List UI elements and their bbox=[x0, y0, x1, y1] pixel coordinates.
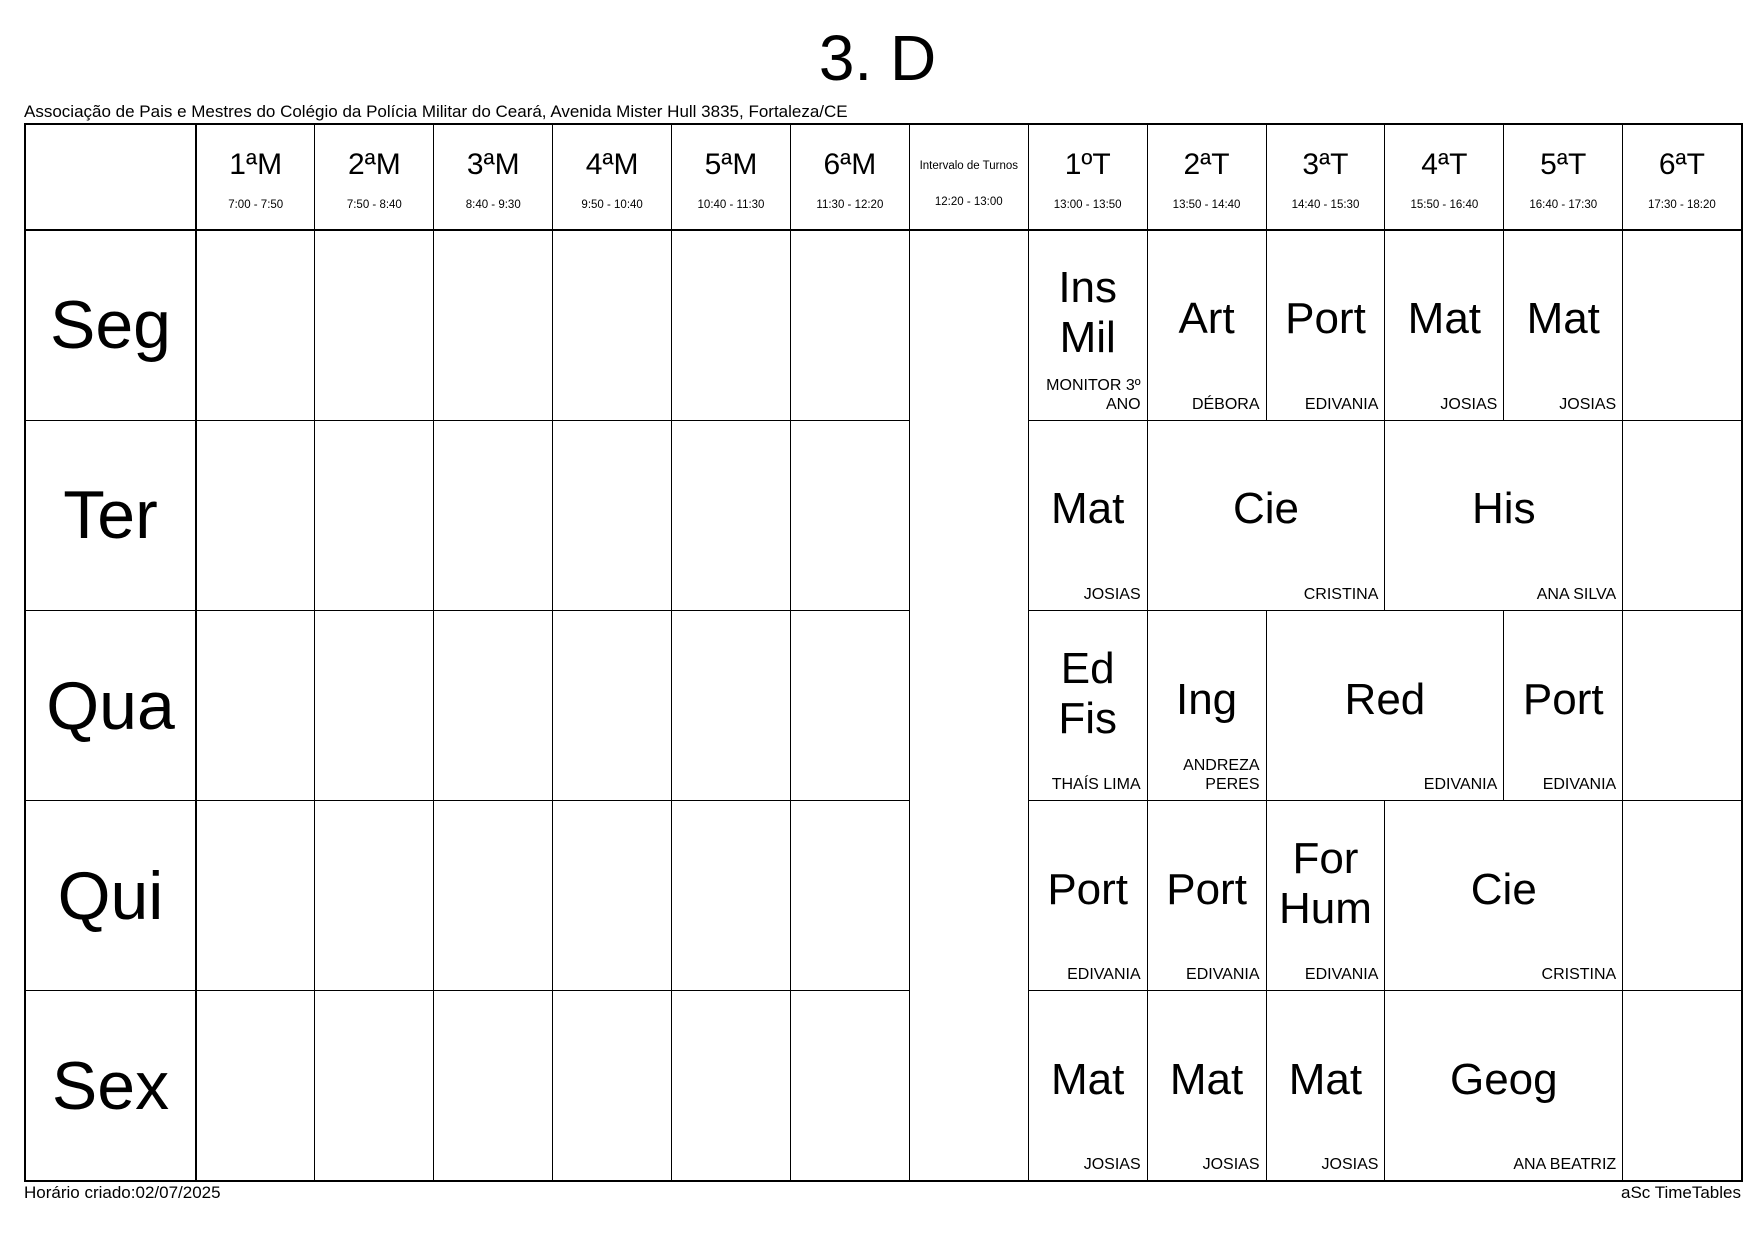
period-name: 6ªT bbox=[1658, 148, 1705, 182]
day-label: Seg bbox=[25, 230, 196, 420]
lesson-subject: Port bbox=[1166, 864, 1247, 914]
period-header bbox=[1385, 124, 1504, 230]
empty-cell bbox=[315, 230, 434, 420]
lesson-cell bbox=[1147, 991, 1266, 1181]
empty-cell bbox=[315, 801, 434, 991]
lesson-cell bbox=[1147, 230, 1266, 420]
empty-cell bbox=[196, 991, 315, 1181]
lesson-cell bbox=[1504, 230, 1623, 420]
lesson-teacher: THAÍS LIMA bbox=[1051, 776, 1141, 794]
empty-cell bbox=[672, 991, 791, 1181]
empty-cell bbox=[434, 610, 553, 800]
empty-cell bbox=[790, 991, 909, 1181]
lesson-teacher: MONITOR 3º ANO bbox=[1046, 376, 1141, 413]
day-row bbox=[25, 230, 1742, 420]
period-name: 1ªM bbox=[229, 148, 283, 182]
lesson-subject: Red bbox=[1344, 674, 1426, 724]
empty-cell bbox=[434, 230, 553, 420]
lesson-cell bbox=[1028, 991, 1147, 1181]
corner-cell bbox=[25, 124, 196, 230]
lesson-subject: Geog bbox=[1449, 1054, 1558, 1104]
empty-cell bbox=[790, 420, 909, 610]
lesson-teacher: ANA SILVA bbox=[1536, 585, 1617, 603]
lesson-teacher: DÉBORA bbox=[1191, 395, 1260, 413]
lesson-cell bbox=[1147, 420, 1385, 610]
lesson-teacher: CRISTINA bbox=[1303, 585, 1379, 603]
empty-cell bbox=[315, 991, 434, 1181]
period-name: 5ªM bbox=[704, 148, 758, 182]
lesson-teacher: CRISTINA bbox=[1541, 966, 1617, 984]
lesson-subject: Mat bbox=[1051, 1054, 1125, 1104]
period-name: 1ºT bbox=[1064, 148, 1111, 182]
period-header bbox=[196, 124, 315, 230]
day-row bbox=[25, 610, 1742, 800]
empty-cell bbox=[672, 230, 791, 420]
period-time: 10:40 - 11:30 bbox=[697, 199, 765, 212]
empty-cell bbox=[315, 610, 434, 800]
empty-cell bbox=[1623, 230, 1742, 420]
lesson-subject: Mat bbox=[1169, 1054, 1244, 1104]
period-header bbox=[315, 124, 434, 230]
lesson-cell bbox=[1147, 801, 1266, 991]
lesson-teacher: JOSIAS bbox=[1321, 1156, 1379, 1173]
empty-cell bbox=[553, 801, 672, 991]
empty-cell bbox=[434, 420, 553, 610]
lesson-teacher: EDIVANIA bbox=[1542, 776, 1617, 794]
day-label: Qui bbox=[25, 801, 196, 991]
period-time: 14:40 - 15:30 bbox=[1291, 199, 1360, 212]
lesson-teacher: ANA BEATRIZ bbox=[1513, 1156, 1617, 1173]
period-name: 2ªT bbox=[1183, 148, 1230, 182]
lesson-teacher: JOSIAS bbox=[1083, 1156, 1141, 1173]
period-name: 5ªT bbox=[1540, 148, 1587, 182]
lesson-cell bbox=[1028, 230, 1147, 420]
period-time: 8:40 - 9:30 bbox=[465, 199, 521, 212]
period-time: 12:20 - 13:00 bbox=[934, 196, 1003, 209]
page-title: 3. D bbox=[818, 22, 937, 94]
period-time: 15:50 - 16:40 bbox=[1410, 199, 1479, 212]
lesson-subject: Ing bbox=[1175, 674, 1238, 724]
lesson-teacher: JOSIAS bbox=[1083, 585, 1141, 603]
period-name: 3ªM bbox=[466, 148, 520, 182]
day-row bbox=[25, 420, 1742, 610]
period-header bbox=[790, 124, 909, 230]
empty-cell bbox=[196, 801, 315, 991]
lesson-teacher: EDIVANIA bbox=[1304, 966, 1379, 984]
lesson-cell bbox=[1028, 801, 1147, 991]
lesson-teacher: EDIVANIA bbox=[1186, 966, 1260, 984]
period-header bbox=[434, 124, 553, 230]
empty-cell bbox=[553, 610, 672, 800]
period-name: 4ªM bbox=[585, 148, 639, 182]
period-name: Intervalo de Turnos bbox=[919, 160, 1019, 173]
lesson-subject: Mat bbox=[1051, 484, 1125, 534]
lesson-cell bbox=[1266, 610, 1504, 800]
lesson-teacher: EDIVANIA bbox=[1304, 395, 1379, 413]
created-date: Horário criado:02/07/2025 bbox=[24, 1183, 221, 1202]
period-time: 11:30 - 12:20 bbox=[816, 199, 884, 212]
period-time: 7:00 - 7:50 bbox=[228, 199, 284, 212]
day-label: Sex bbox=[25, 991, 196, 1181]
period-time: 17:30 - 18:20 bbox=[1647, 199, 1716, 212]
period-name: 4ªT bbox=[1421, 148, 1468, 182]
lesson-teacher: JOSIAS bbox=[1440, 395, 1498, 413]
empty-cell bbox=[790, 230, 909, 420]
lesson-subject: His bbox=[1472, 484, 1536, 534]
day-label: Ter bbox=[25, 420, 196, 610]
period-header bbox=[1028, 124, 1147, 230]
period-time: 16:40 - 17:30 bbox=[1529, 199, 1598, 212]
empty-cell bbox=[1623, 420, 1742, 610]
timetable bbox=[24, 123, 1743, 1182]
empty-cell bbox=[196, 610, 315, 800]
lesson-subject: Ins Mil bbox=[1058, 263, 1118, 363]
empty-cell bbox=[434, 991, 553, 1181]
period-time: 13:50 - 14:40 bbox=[1172, 199, 1241, 212]
period-header bbox=[1147, 124, 1266, 230]
lesson-cell bbox=[1147, 610, 1266, 800]
empty-cell bbox=[196, 230, 315, 420]
lesson-subject: For Hum bbox=[1279, 833, 1372, 933]
empty-cell bbox=[1623, 610, 1742, 800]
lesson-teacher: JOSIAS bbox=[1559, 395, 1617, 413]
lesson-subject: Port bbox=[1285, 294, 1366, 344]
lesson-teacher: JOSIAS bbox=[1202, 1156, 1260, 1173]
period-time: 9:50 - 10:40 bbox=[581, 199, 643, 212]
period-time: 13:00 - 13:50 bbox=[1053, 199, 1122, 212]
period-name: 2ªM bbox=[347, 148, 401, 182]
empty-cell bbox=[1623, 801, 1742, 991]
day-row bbox=[25, 801, 1742, 991]
lesson-subject: Mat bbox=[1407, 294, 1482, 344]
lesson-teacher: EDIVANIA bbox=[1423, 776, 1498, 794]
day-row bbox=[25, 991, 1742, 1181]
lesson-cell bbox=[1385, 230, 1504, 420]
lesson-cell bbox=[1266, 230, 1385, 420]
empty-cell bbox=[790, 610, 909, 800]
period-header bbox=[1623, 124, 1742, 230]
empty-cell bbox=[672, 610, 791, 800]
empty-cell bbox=[672, 801, 791, 991]
lesson-subject: Ed Fis bbox=[1058, 643, 1117, 743]
day-label: Qua bbox=[25, 610, 196, 800]
period-header bbox=[553, 124, 672, 230]
lesson-subject: Port bbox=[1522, 674, 1604, 724]
empty-cell bbox=[553, 230, 672, 420]
lesson-cell bbox=[1504, 610, 1623, 800]
lesson-cell bbox=[1028, 610, 1147, 800]
lesson-teacher: EDIVANIA bbox=[1067, 966, 1141, 984]
empty-cell bbox=[315, 420, 434, 610]
lesson-cell bbox=[1385, 420, 1623, 610]
lesson-cell bbox=[1385, 801, 1623, 991]
period-header bbox=[1504, 124, 1623, 230]
lesson-cell bbox=[1266, 801, 1385, 991]
period-header-break bbox=[909, 124, 1028, 230]
empty-cell bbox=[553, 991, 672, 1181]
header-row bbox=[25, 124, 1742, 230]
lesson-cell bbox=[1385, 991, 1623, 1181]
lesson-subject: Port bbox=[1047, 864, 1129, 914]
empty-cell bbox=[672, 420, 791, 610]
empty-cell bbox=[1623, 991, 1742, 1181]
period-name: 6ªM bbox=[823, 148, 877, 182]
lesson-subject: Mat bbox=[1288, 1054, 1363, 1104]
period-header bbox=[1266, 124, 1385, 230]
period-time: 7:50 - 8:40 bbox=[346, 199, 402, 212]
empty-cell bbox=[196, 420, 315, 610]
lesson-subject: Cie bbox=[1233, 484, 1300, 534]
break-column bbox=[909, 230, 1028, 1181]
lesson-cell bbox=[1266, 991, 1385, 1181]
lesson-teacher: ANDREZA PERES bbox=[1183, 757, 1260, 794]
period-header bbox=[672, 124, 791, 230]
period-name: 3ªT bbox=[1302, 148, 1349, 182]
empty-cell bbox=[553, 420, 672, 610]
brand-label: aSc TimeTables bbox=[1621, 1183, 1741, 1202]
lesson-subject: Mat bbox=[1526, 294, 1600, 344]
lesson-cell bbox=[1028, 420, 1147, 610]
lesson-subject: Art bbox=[1178, 294, 1235, 344]
empty-cell bbox=[790, 801, 909, 991]
lesson-subject: Cie bbox=[1470, 864, 1537, 914]
organization-line: Associação de Pais e Mestres do Colégio da Polícia Militar do Ceará, Avenida Mister Hull 3835, Fortaleza/CE bbox=[24, 102, 848, 121]
empty-cell bbox=[434, 801, 553, 991]
